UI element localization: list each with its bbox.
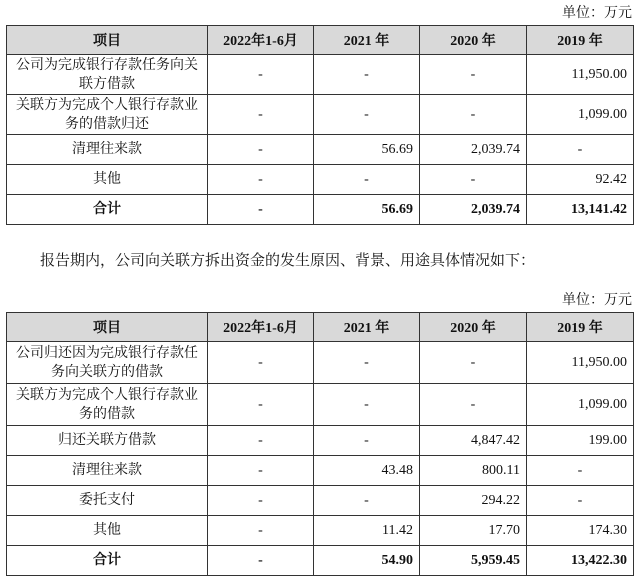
table-row bbox=[7, 342, 634, 384]
cell-2021: - bbox=[314, 384, 420, 426]
total-2019: 13,141.42 bbox=[527, 195, 634, 225]
cell-2019: 92.42 bbox=[527, 165, 634, 195]
table-row bbox=[7, 95, 634, 135]
total-label: 合计 bbox=[7, 195, 208, 225]
cell-2020: - bbox=[420, 384, 527, 426]
cell-2019: 174.30 bbox=[527, 516, 634, 546]
header-2019: 2019 年 bbox=[527, 313, 634, 342]
cell-2021: 43.48 bbox=[314, 456, 420, 486]
cell-2020: - bbox=[420, 95, 527, 135]
header-2022h1: 2022年1-6月 bbox=[208, 26, 314, 55]
unit-label-table2: 单位：万元 bbox=[562, 292, 632, 308]
total-2021: 56.69 bbox=[314, 195, 420, 225]
header-2021: 2021 年 bbox=[314, 313, 420, 342]
cell-2022h1: - bbox=[208, 165, 314, 195]
total-2020: 2,039.74 bbox=[420, 195, 527, 225]
cell-2020: - bbox=[420, 342, 527, 384]
cell-2021: - bbox=[314, 426, 420, 456]
row-label: 公司归还因为完成银行存款任务向关联方的借款 bbox=[7, 342, 208, 384]
total-row bbox=[7, 546, 634, 576]
header-2020: 2020 年 bbox=[420, 26, 527, 55]
header-2019: 2019 年 bbox=[527, 26, 634, 55]
row-label: 归还关联方借款 bbox=[7, 426, 208, 456]
cell-2020: - bbox=[420, 55, 527, 95]
cell-2020: 2,039.74 bbox=[420, 135, 527, 165]
table-row bbox=[7, 426, 634, 456]
cell-2019: 1,099.00 bbox=[527, 384, 634, 426]
total-row bbox=[7, 195, 634, 225]
total-2020: 5,959.45 bbox=[420, 546, 527, 576]
table-row bbox=[7, 486, 634, 516]
cell-2019: 11,950.00 bbox=[527, 342, 634, 384]
cell-2022h1: - bbox=[208, 55, 314, 95]
total-2019: 13,422.30 bbox=[527, 546, 634, 576]
total-2022h1: - bbox=[208, 195, 314, 225]
cell-2021: - bbox=[314, 486, 420, 516]
related-party-table-2 bbox=[6, 312, 634, 576]
cell-2020: 4,847.42 bbox=[420, 426, 527, 456]
cell-2019: - bbox=[527, 456, 634, 486]
row-label: 其他 bbox=[7, 165, 208, 195]
table-row bbox=[7, 165, 634, 195]
cell-2022h1: - bbox=[208, 516, 314, 546]
cell-2019: - bbox=[527, 135, 634, 165]
table-row bbox=[7, 135, 634, 165]
cell-2022h1: - bbox=[208, 342, 314, 384]
cell-2020: 294.22 bbox=[420, 486, 527, 516]
table-row bbox=[7, 516, 634, 546]
cell-2022h1: - bbox=[208, 426, 314, 456]
cell-2022h1: - bbox=[208, 95, 314, 135]
row-label: 关联方为完成个人银行存款业务的借款归还 bbox=[7, 95, 208, 135]
cell-2021: - bbox=[314, 55, 420, 95]
row-label: 公司为完成银行存款任务向关联方借款 bbox=[7, 55, 208, 95]
row-label: 清理往来款 bbox=[7, 135, 208, 165]
cell-2020: - bbox=[420, 165, 527, 195]
cell-2020: 17.70 bbox=[420, 516, 527, 546]
header-row bbox=[7, 26, 634, 55]
related-party-table-1 bbox=[6, 25, 634, 225]
row-label: 关联方为完成个人银行存款业务的借款 bbox=[7, 384, 208, 426]
cell-2021: - bbox=[314, 342, 420, 384]
cell-2019: 199.00 bbox=[527, 426, 634, 456]
table-row bbox=[7, 456, 634, 486]
row-label: 其他 bbox=[7, 516, 208, 546]
table-row bbox=[7, 55, 634, 95]
header-item: 项目 bbox=[7, 26, 208, 55]
total-label: 合计 bbox=[7, 546, 208, 576]
cell-2019: 11,950.00 bbox=[527, 55, 634, 95]
table-row bbox=[7, 384, 634, 426]
header-row bbox=[7, 313, 634, 342]
cell-2021: 11.42 bbox=[314, 516, 420, 546]
cell-2021: 56.69 bbox=[314, 135, 420, 165]
cell-2019: - bbox=[527, 486, 634, 516]
body-paragraph: 报告期内，公司向关联方拆出资金的发生原因、背景、用途具体情况如下： bbox=[40, 251, 536, 269]
cell-2021: - bbox=[314, 95, 420, 135]
total-2021: 54.90 bbox=[314, 546, 420, 576]
header-2020: 2020 年 bbox=[420, 313, 527, 342]
cell-2022h1: - bbox=[208, 456, 314, 486]
cell-2022h1: - bbox=[208, 486, 314, 516]
total-2022h1: - bbox=[208, 546, 314, 576]
cell-2020: 800.11 bbox=[420, 456, 527, 486]
row-label: 清理往来款 bbox=[7, 456, 208, 486]
cell-2021: - bbox=[314, 165, 420, 195]
header-2021: 2021 年 bbox=[314, 26, 420, 55]
unit-label-table1: 单位：万元 bbox=[562, 5, 632, 21]
header-2022h1: 2022年1-6月 bbox=[208, 313, 314, 342]
header-item: 项目 bbox=[7, 313, 208, 342]
cell-2019: 1,099.00 bbox=[527, 95, 634, 135]
cell-2022h1: - bbox=[208, 384, 314, 426]
cell-2022h1: - bbox=[208, 135, 314, 165]
row-label: 委托支付 bbox=[7, 486, 208, 516]
